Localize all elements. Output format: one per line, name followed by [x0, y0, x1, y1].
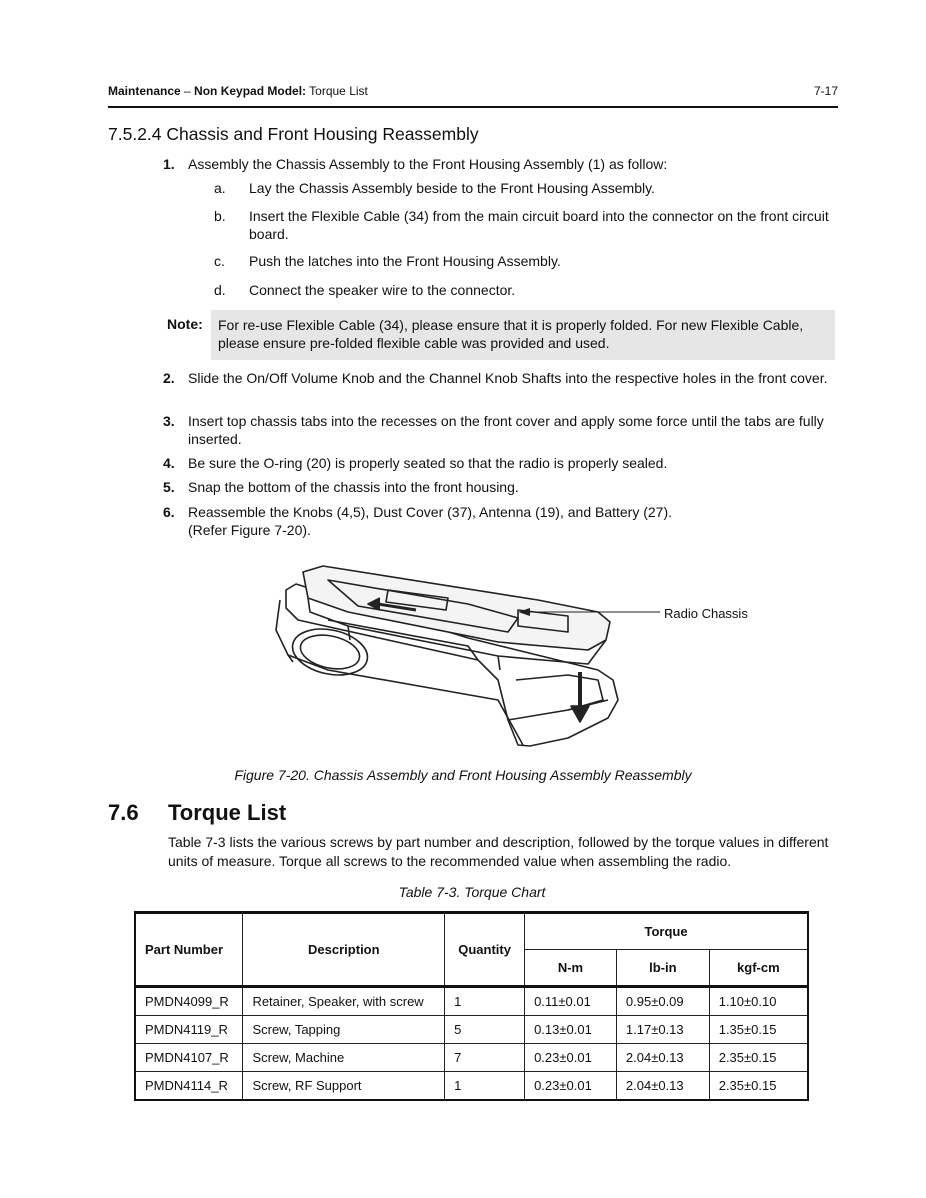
step-5 — [163, 478, 843, 496]
cell-qty: 5 — [445, 1016, 525, 1044]
substep-letter: d. — [214, 282, 226, 298]
header-dash: – — [180, 84, 195, 98]
substep-letter: c. — [214, 253, 225, 269]
figure-caption: Figure 7-20. Chassis Assembly and Front Housing Assembly Reassembly — [234, 767, 692, 783]
substep-d — [214, 281, 844, 299]
table-caption: Table 7-3. Torque Chart — [398, 884, 546, 900]
step-text — [188, 503, 836, 539]
cell-lbin: 2.04±0.13 — [616, 1044, 709, 1072]
step-text: Snap the bottom of the chassis into the front housing. — [188, 479, 519, 495]
page-number: 7-17 — [813, 84, 838, 98]
step-text: Assembly the Chassis Assembly to the Front Housing Assembly (1) as follow: — [188, 156, 668, 172]
cell-nm: 0.13±0.01 — [525, 1016, 617, 1044]
header-torque: Torque — [525, 913, 808, 950]
cell-kgfcm: 1.35±0.15 — [709, 1016, 808, 1044]
cell-qty: 1 — [445, 1072, 525, 1101]
cell-nm: 0.11±0.01 — [525, 987, 617, 1016]
torque-section-title: Torque List — [168, 800, 287, 825]
substep-text: Push the latches into the Front Housing Assembly. — [249, 253, 561, 269]
torque-table — [134, 911, 809, 1101]
cell-lbin: 0.95±0.09 — [616, 987, 709, 1016]
cell-lbin: 1.17±0.13 — [616, 1016, 709, 1044]
table-row — [135, 1044, 808, 1072]
cell-nm: 0.23±0.01 — [525, 1044, 617, 1072]
step-3 — [163, 412, 843, 448]
header-title — [108, 84, 368, 98]
cell-nm: 0.23±0.01 — [525, 1072, 617, 1101]
cell-qty: 1 — [445, 987, 525, 1016]
cell-lbin: 2.04±0.13 — [616, 1072, 709, 1101]
substep-a — [214, 179, 844, 197]
header-rule — [108, 106, 838, 108]
cell-kgfcm: 1.10±0.10 — [709, 987, 808, 1016]
table-row — [135, 1016, 808, 1044]
substep-letter: a. — [214, 180, 226, 196]
step-number: 1. — [163, 156, 175, 172]
substep-text: Connect the speaker wire to the connector. — [249, 282, 516, 298]
header-model: Non Keypad Model: — [194, 84, 307, 98]
step-4 — [163, 454, 843, 472]
torque-intro: Table 7-3 lists the various screws by part number and description, followed by the torque values in different units of measure. Torque all screws to the recommended value when assembling the radio. — [168, 834, 829, 869]
substep-b — [214, 207, 844, 243]
header-kgfcm: kgf-cm — [709, 950, 808, 987]
header-section: Maintenance — [108, 84, 181, 98]
cell-desc: Screw, Machine — [243, 1044, 445, 1072]
torque-section-number: 7.6 — [108, 800, 139, 825]
header-quantity: Quantity — [445, 913, 525, 987]
cell-part: PMDN4119_R — [135, 1016, 243, 1044]
step-text: Be sure the O-ring (20) is properly seated so that the radio is properly sealed. — [188, 455, 668, 471]
substep-text: Lay the Chassis Assembly beside to the Front Housing Assembly. — [249, 180, 655, 196]
cell-desc: Screw, Tapping — [243, 1016, 445, 1044]
step-number: 4. — [163, 455, 175, 471]
header-nm: N-m — [525, 950, 617, 987]
table-row — [135, 987, 808, 1016]
step-2 — [163, 369, 843, 405]
cell-kgfcm: 2.35±0.15 — [709, 1044, 808, 1072]
step-number: 3. — [163, 413, 175, 429]
step-text: Slide the On/Off Volume Knob and the Channel Knob Shafts into the respective holes in the front cover. — [188, 370, 828, 386]
substep-letter: b. — [214, 208, 226, 224]
cell-part: PMDN4107_R — [135, 1044, 243, 1072]
step-text-line1: Reassemble the Knobs (4,5), Dust Cover (37), Antenna (19), and Battery (27). — [188, 504, 673, 520]
table-row — [135, 1072, 808, 1101]
step-number: 5. — [163, 479, 175, 495]
cell-qty: 7 — [445, 1044, 525, 1072]
cell-kgfcm: 2.35±0.15 — [709, 1072, 808, 1101]
note-text: For re-use Flexible Cable (34), please ensure that it is properly folded. For new Flexible Cable, please ensure pre-folded flexible cable was provided and used. — [218, 317, 804, 351]
substep-c — [214, 252, 844, 270]
chassis-illustration — [268, 560, 668, 755]
step-number: 6. — [163, 504, 175, 520]
chassis-figure — [268, 560, 668, 760]
substep-text: Insert the Flexible Cable (34) from the main circuit board into the connector on the front circuit board. — [249, 208, 829, 242]
step-number: 2. — [163, 370, 175, 386]
cell-desc: Retainer, Speaker, with screw — [243, 987, 445, 1016]
step-6 — [163, 503, 843, 539]
header-lbin: lb-in — [616, 950, 709, 987]
cell-desc: Screw, RF Support — [243, 1072, 445, 1101]
header-description: Description — [243, 913, 445, 987]
header-topic: Torque List — [306, 84, 368, 98]
step-1 — [163, 155, 843, 173]
header-part-number: Part Number — [135, 913, 243, 987]
cell-part: PMDN4099_R — [135, 987, 243, 1016]
callout-label: Radio Chassis — [664, 606, 748, 621]
cell-part: PMDN4114_R — [135, 1072, 243, 1101]
note-label: Note: — [167, 316, 203, 332]
step-text-line2: (Refer Figure 7-20). — [188, 522, 311, 538]
step-text: Insert top chassis tabs into the recesses on the front cover and apply some force until the tabs are fully inserted. — [188, 413, 824, 447]
section-heading: 7.5.2.4 Chassis and Front Housing Reassembly — [108, 124, 479, 144]
